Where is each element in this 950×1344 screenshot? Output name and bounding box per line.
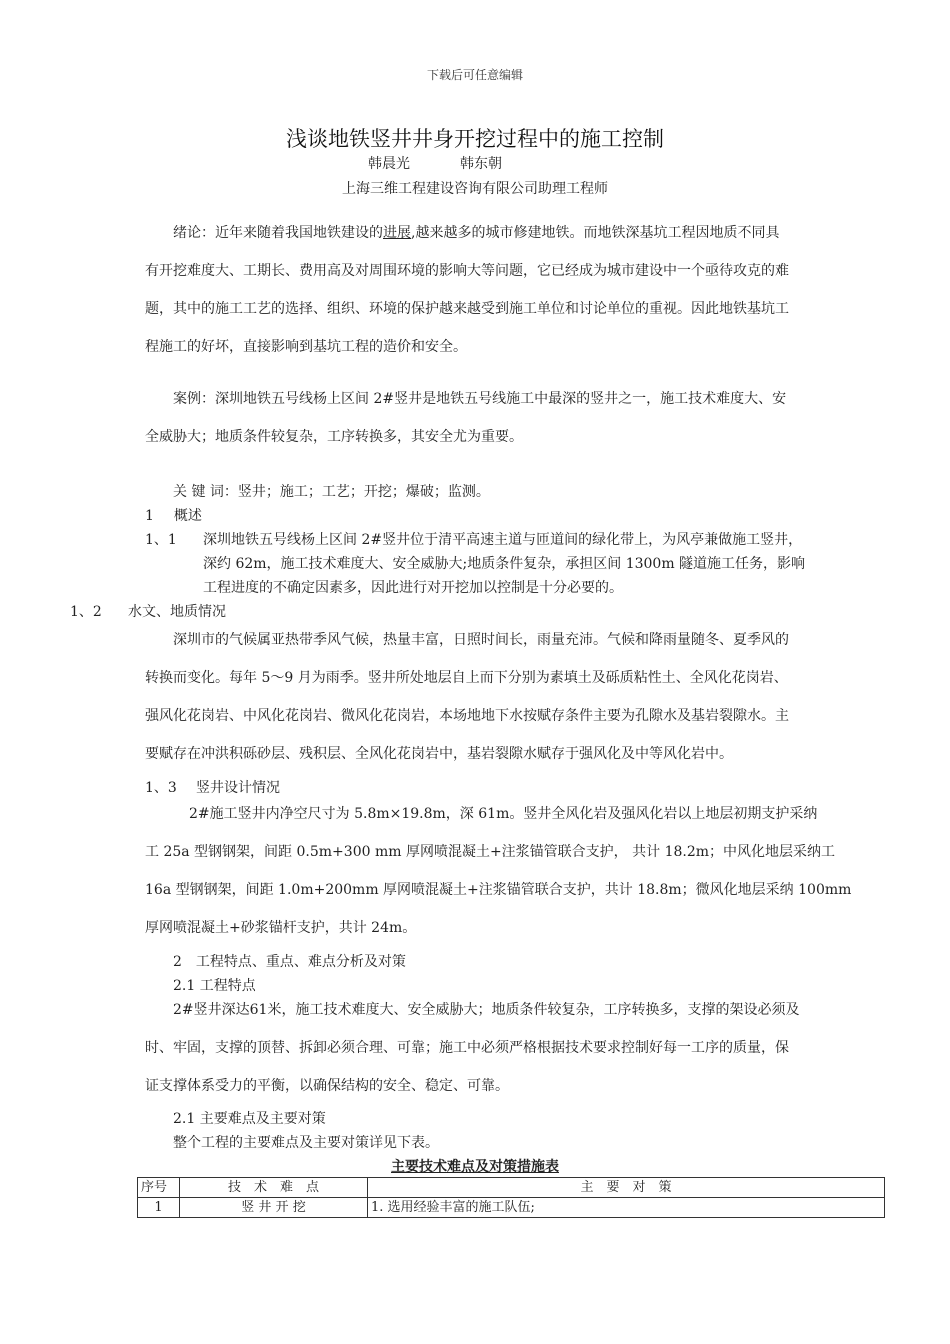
- section-1-3-number: 1、3: [145, 780, 177, 796]
- case-line-1: 案例：深圳地铁五号线杨上区间 2#竖井是地铁五号线施工中最深的竖井之一，施工技术难度大、安: [173, 391, 787, 407]
- section-1-3-line-3: 16a 型钢钢架，间距 1.0m+200mm 厚网喷混凝土+注浆锚管联合支护，共计 18.8m；微风化地层采纳 100mm: [145, 882, 852, 898]
- section-2-heading: 2 工程特点、重点、难点分析及对策: [173, 954, 406, 970]
- section-title: 概述: [173, 508, 202, 524]
- section-1-2-line-3: 强风化花岗岩、中风化花岗岩、微风化花岗岩，本场地地下水按赋存条件主要为孔隙水及基岩裂隙水。主: [145, 708, 789, 724]
- document-title: 浅谈地铁竖井井身开挖过程中的施工控制: [286, 127, 664, 151]
- section-1-3-line-1: 2#施工竖井内净空尺寸为 5.8m×19.8m，深 61m。竖井全风化岩及强风化岩以上地层初期支护采纳: [189, 806, 818, 822]
- section-1-1-line-2: 深约 62m，施工技术难度大、安全威胁大;地质条件复杂，承担区间 1300m 隧道施工任务，影响: [203, 556, 806, 572]
- section-1-2-title: 水文、地质情况: [128, 604, 226, 620]
- section-1-1-number: 1、1: [145, 532, 177, 548]
- header-cell-difficulty: 技 术 难 点: [180, 1178, 368, 1198]
- measures-table: [137, 1177, 885, 1218]
- cell-difficulty: 竖 井 开 挖: [180, 1198, 368, 1218]
- intro-text-a: 绪论：近年来随着我国地铁建设的: [173, 225, 383, 241]
- header-cell-index: 序号: [138, 1178, 180, 1198]
- section-2-1-line-1: 2#竖井深达61米，施工技术难度大、安全威胁大；地质条件较复杂，工序转换多，支撑的架设必须及: [173, 1002, 800, 1018]
- cell-index: 1: [138, 1198, 180, 1218]
- section-2-1-line-3: 证支撑体系受力的平衡，以确保结构的安全、稳定、可靠。: [145, 1078, 509, 1094]
- section-1-2-number: 1、2: [70, 604, 102, 620]
- section-1-3-line-2: 工 25a 型钢钢架，间距 0.5m+300 mm 厚网喷混凝土+注浆锚管联合支护， 共计 18.2m；中风化地层采纳工: [145, 844, 836, 860]
- section-1-3-title: 竖井设计情况: [196, 780, 280, 796]
- section-number: 1: [145, 508, 154, 524]
- authors: [368, 153, 502, 173]
- author-2: 韩东朝: [460, 156, 502, 172]
- section-1-1-line-1: 深圳地铁五号线杨上区间 2#竖井位于清平高速主道与匝道间的绿化带上，为风亭兼做施工竖井，: [203, 532, 803, 548]
- author-1: 韩晨光: [368, 156, 410, 172]
- intro-line-1: [173, 214, 779, 252]
- section-1-2-line-2: 转换而变化。每年 5～9 月为雨季。竖井所处地层自上而下分别为素填土及砾质粘性土、全风化花岗岩、: [145, 670, 788, 686]
- section-1-2-line-4: 要赋存在冲洪积砾砂层、残积层、全风化花岗岩中，基岩裂隙水赋存于强风化及中等风化岩中。: [145, 746, 733, 762]
- intro-text-b: ,越来越多的城市修建地铁。而地铁深基坑工程因地质不同具: [411, 225, 780, 241]
- keywords: 关 键 词：竖井；施工；工艺；开挖；爆破；监测。: [173, 484, 490, 500]
- table-title: 主要技术难点及对策措施表: [391, 1159, 559, 1175]
- header-cell-measures: 主 要 对 策: [368, 1178, 885, 1198]
- intro-underlined-word: 进展: [383, 225, 411, 241]
- section-1-1-line-3: 工程进度的不确定因素多，因此进行对开挖加以控制是十分必要的。: [203, 580, 623, 596]
- section-2-2-line-1: 整个工程的主要难点及主要对策详见下表。: [173, 1135, 439, 1151]
- affiliation: 上海三维工程建设咨询有限公司助理工程师: [342, 181, 608, 197]
- intro-line-4: 程施工的好坏，直接影响到基坑工程的造价和安全。: [145, 339, 467, 355]
- section-2-1-line-2: 时、牢固，支撑的顶替、拆卸必须合理、可靠；施工中必须严格根据技术要求控制好每一工序的质量，保: [145, 1040, 789, 1056]
- section-1-2-line-1: 深圳市的气候属亚热带季风气候，热量丰富，日照时间长，雨量充沛。气候和降雨量随冬、夏季风的: [173, 632, 789, 648]
- case-line-2: 全威胁大；地质条件较复杂，工序转换多，其安全尤为重要。: [145, 429, 523, 445]
- intro-line-3: 题，其中的施工工艺的选择、组织、环境的保护越来越受到施工单位和讨论单位的重视。因此地铁基坑工: [145, 301, 789, 317]
- table-header-row: [138, 1178, 885, 1198]
- page-header-note: 下载后可任意编辑: [426, 68, 523, 82]
- section-2-2-heading: 2.1 主要难点及主要对策: [173, 1111, 326, 1127]
- table-row: [138, 1198, 885, 1218]
- cell-measure: 1. 选用经验丰富的施工队伍;: [368, 1198, 885, 1218]
- intro-line-2: 有开挖难度大、工期长、费用高及对周围环境的影响大等问题，它已经成为城市建设中一个亟待攻克的难: [145, 263, 789, 279]
- section-1-3-line-4: 厚网喷混凝土+砂浆锚杆支护，共计 24m。: [145, 920, 417, 936]
- section-2-1-heading: 2.1 工程特点: [173, 978, 256, 994]
